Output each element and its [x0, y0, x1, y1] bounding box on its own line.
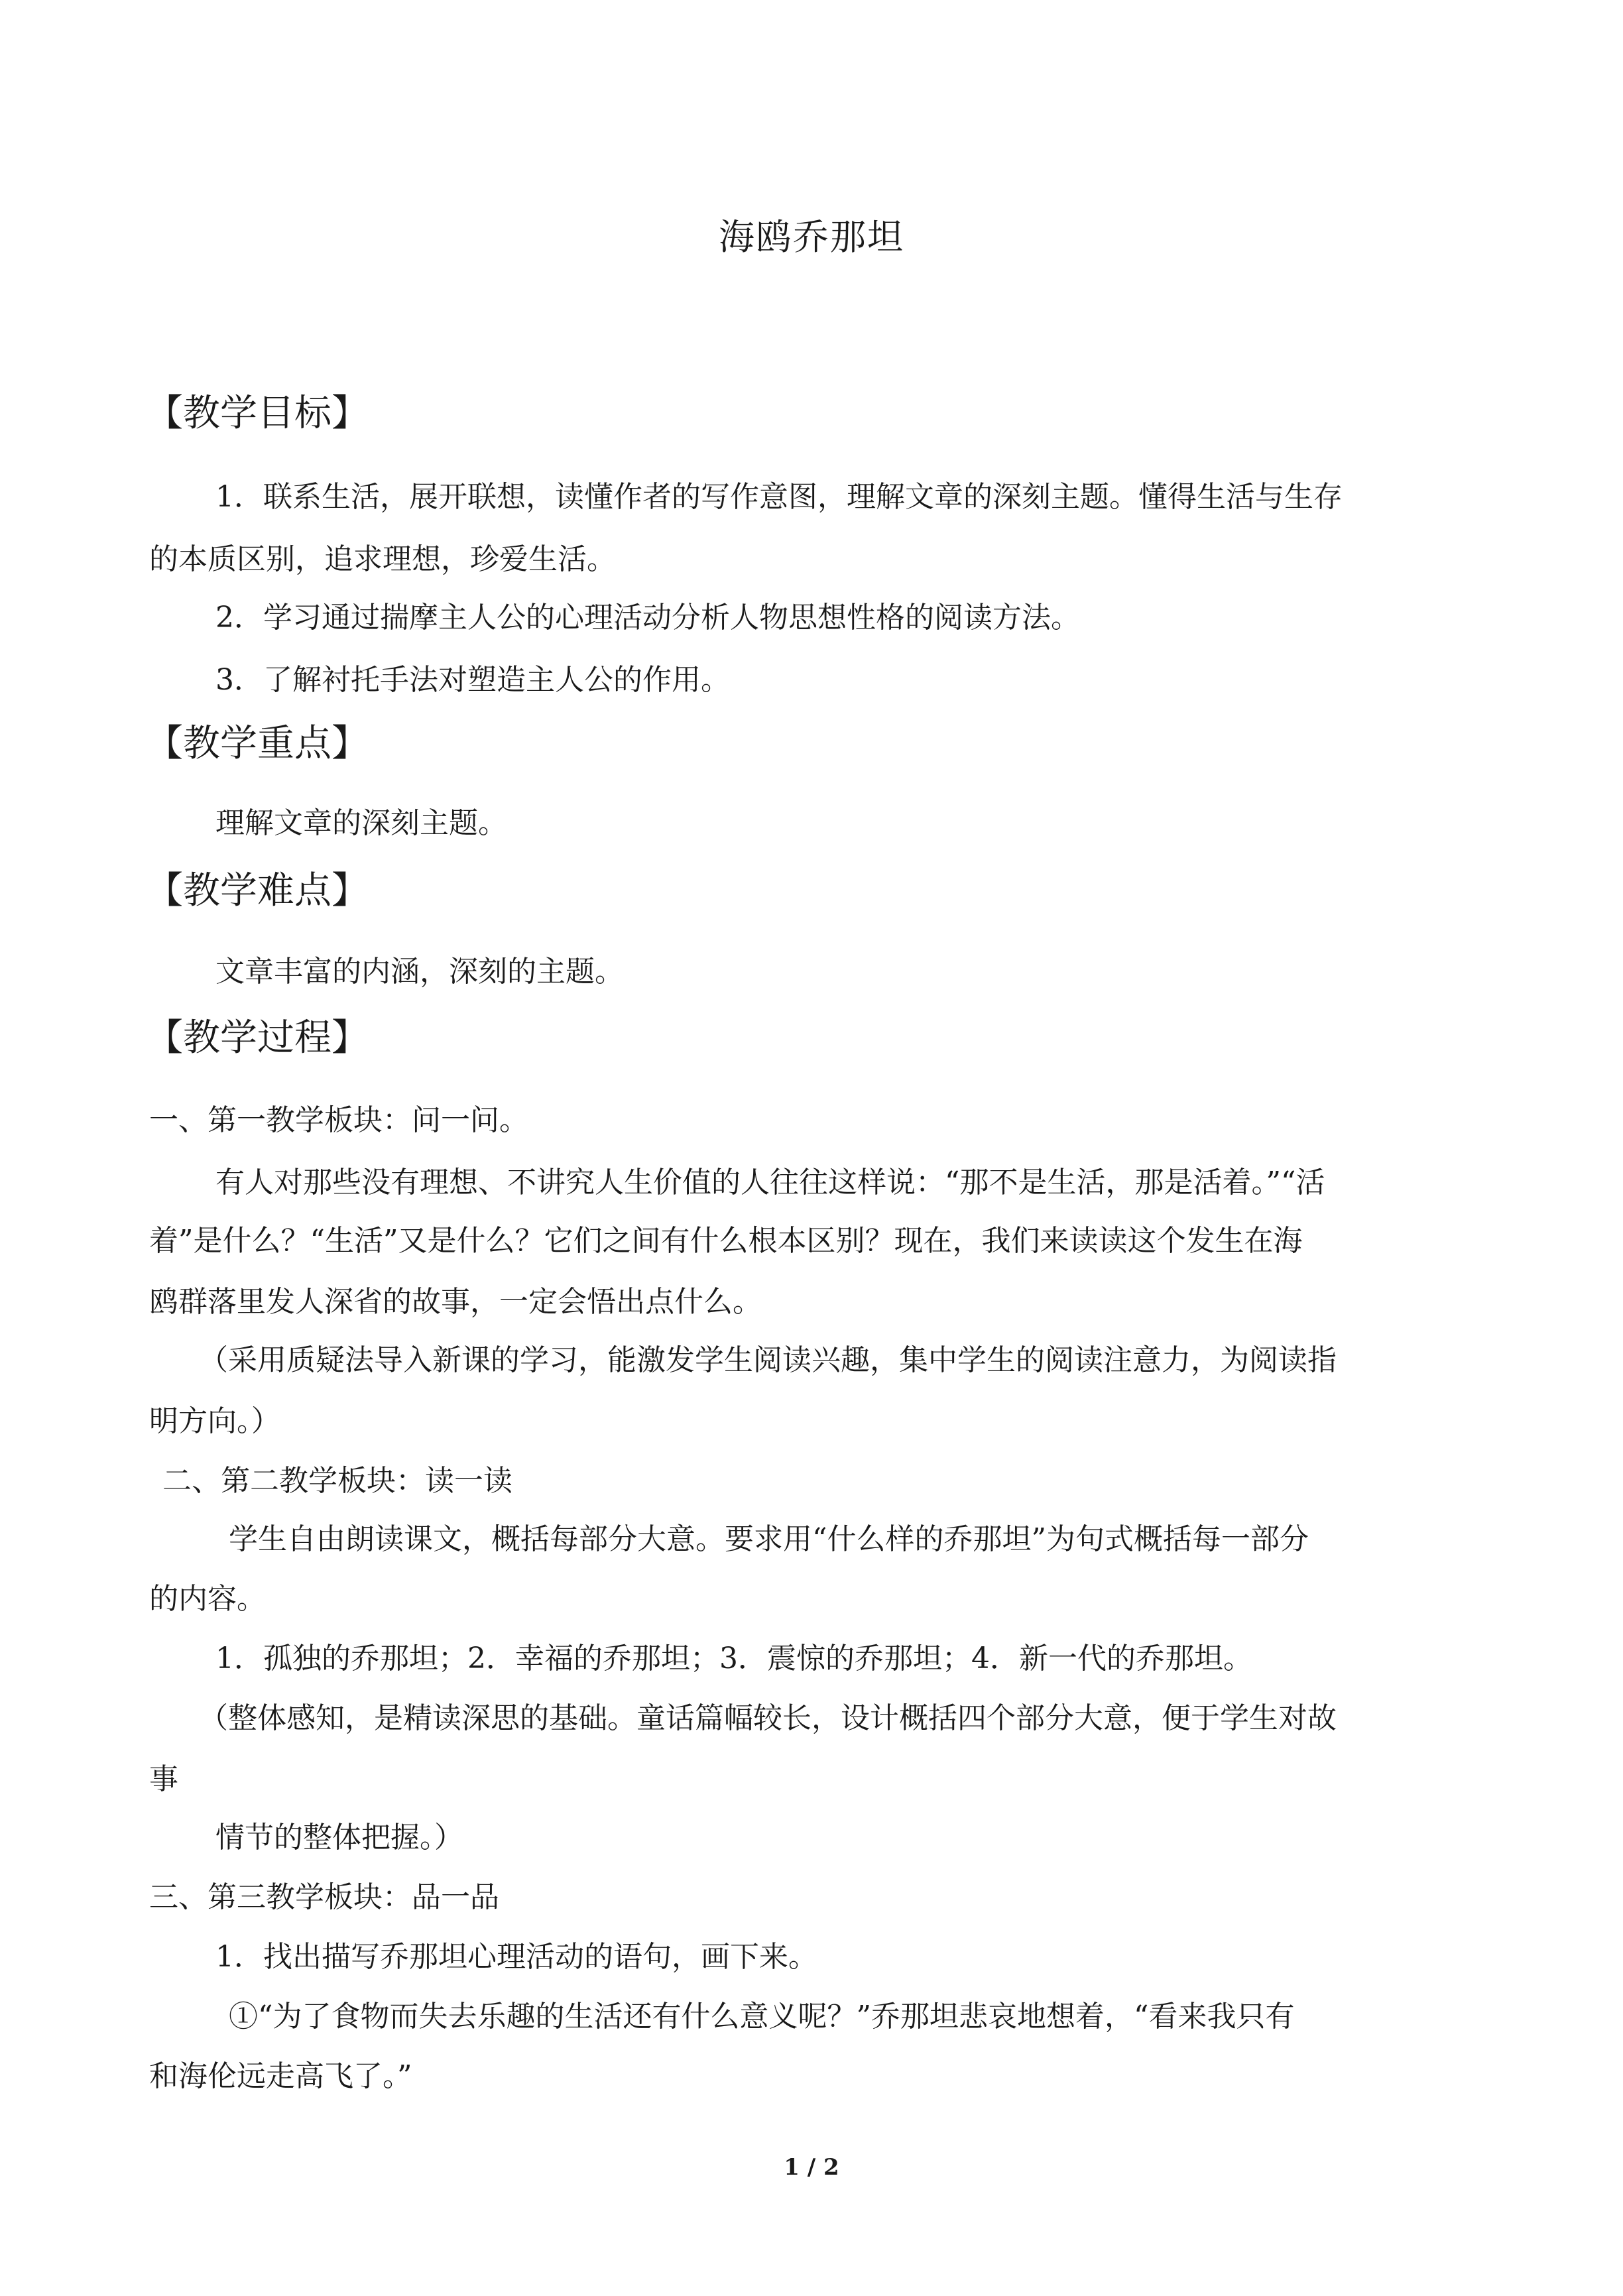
page-number: 1 / 2 [784, 2154, 839, 2181]
section-heading-key-points: 【教学重点】 [146, 722, 369, 765]
process-line: （采用质疑法导入新课的学习，能激发学生阅读兴趣，集中学生的阅读注意力，为阅读指 [199, 1343, 1337, 1377]
process-line: 有人对那些没有理想、不讲究人生价值的人往往这样说：“那不是生活，那是活着。”“活 [215, 1166, 1325, 1199]
process-line: 的内容。 [149, 1582, 266, 1616]
process-line: 二、第二教学板块：读一读 [162, 1464, 512, 1498]
section-heading-difficulties: 【教学难点】 [146, 869, 369, 912]
process-line: ①“为了食物而失去乐趣的生活还有什么意义呢？”乔那坦悲哀地想着，“看来我只有 [229, 2000, 1295, 2033]
section-heading-process: 【教学过程】 [146, 1016, 369, 1059]
process-line: 学生自由朗读课文，概括每部分大意。要求用“什么样的乔那坦”为句式概括每一部分 [229, 1522, 1309, 1556]
section-heading-goals: 【教学目标】 [146, 392, 369, 435]
goal-item-2: 2．学习通过揣摩主人公的心理活动分析人物思想性格的阅读方法。 [215, 601, 1080, 634]
goal-item-1: 1．联系生活，展开联想，读懂作者的写作意图，理解文章的深刻主题。懂得生活与生存 [215, 480, 1343, 514]
goal-item-1-continued: 的本质区别，追求理想，珍爱生活。 [149, 542, 616, 576]
process-line: 明方向。） [149, 1404, 280, 1438]
process-line: 一、第一教学板块：问一问。 [149, 1103, 528, 1137]
difficulty-text: 文章丰富的内涵，深刻的主题。 [215, 955, 624, 989]
process-line: 情节的整体把握。） [215, 1821, 463, 1854]
process-line: 1．孤独的乔那坦；2．幸福的乔那坦；3．震惊的乔那坦；4．新一代的乔那坦。 [215, 1642, 1252, 1675]
key-point-text: 理解文章的深刻主题。 [215, 806, 507, 840]
process-line: 着”是什么？“生活”又是什么？它们之间有什么根本区别？现在，我们来读读这个发生在海 [149, 1224, 1303, 1258]
goal-item-3: 3．了解衬托手法对塑造主人公的作用。 [215, 663, 730, 697]
document-title: 海鸥乔那坦 [719, 216, 904, 258]
process-line: 事 [149, 1762, 178, 1796]
process-line: 和海伦远走高飞了。” [149, 2059, 412, 2093]
process-line: 鸥群落里发人深省的故事，一定会悟出点什么。 [149, 1285, 762, 1319]
process-line: 三、第三教学板块：品一品 [149, 1880, 499, 1914]
process-line: 1．找出描写乔那坦心理活动的语句，画下来。 [215, 1940, 817, 1974]
process-line: （整体感知，是精读深思的基础。童话篇幅较长，设计概括四个部分大意，便于学生对故 [199, 1701, 1337, 1735]
